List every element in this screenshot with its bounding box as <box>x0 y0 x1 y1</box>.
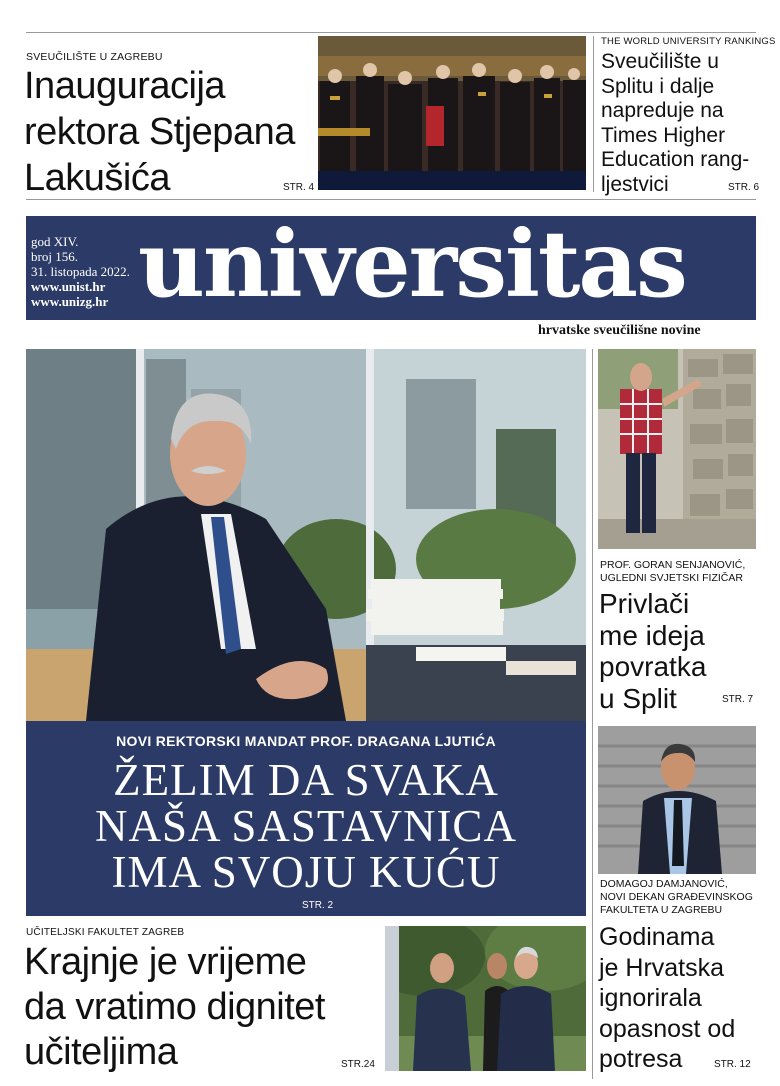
masthead-banner <box>26 210 756 320</box>
headline-line: povratka <box>599 651 707 682</box>
headline-line: opasnost od <box>599 1014 736 1043</box>
caption-line: PROF. GORAN SENJANOVIĆ, <box>600 559 746 571</box>
right-column-divider <box>592 349 593 1079</box>
caption-line: DOMAGOJ DAMJANOVIĆ, <box>600 878 728 890</box>
bottom-story-kicker: UČITELJSKI FAKULTET ZAGREB <box>26 927 185 938</box>
headline-line: da vratimo dignitet <box>24 986 325 1028</box>
damjanovic-headline[interactable] <box>599 922 735 1075</box>
teachers-faculty-photo-art <box>385 926 586 1071</box>
senjanovic-headline[interactable] <box>599 588 706 714</box>
headline-line: Sveučilište u <box>601 50 719 73</box>
headline-line: me ideja <box>599 619 705 651</box>
rector-portrait-art <box>26 349 586 721</box>
senjanovic-photo-art <box>598 349 756 549</box>
headline-line: u Split <box>599 682 677 714</box>
headline-line: napreduje na <box>601 99 724 122</box>
lead-kicker: NOVI REKTORSKI MANDAT PROF. DRAGANA LJUTIĆA <box>116 733 496 749</box>
lead-story-banner[interactable] <box>26 721 586 916</box>
headline-line: ljestvici <box>601 172 669 196</box>
bottom-story-headline[interactable] <box>24 940 325 1075</box>
inauguration-photo-art <box>318 36 586 190</box>
top-bottom-rule <box>26 199 756 200</box>
headline-line: Splitu i dalje <box>601 74 715 98</box>
headline-line: Krajnje je vrijeme <box>24 941 307 983</box>
headline-line: Lakušića <box>24 157 170 199</box>
masthead-title: universitas <box>138 210 686 318</box>
top-right-headline[interactable] <box>601 50 749 197</box>
caption-line: FAKULTETA U ZAGREBU <box>600 904 723 916</box>
headline-line: NAŠA SASTAVNICA <box>95 801 517 851</box>
damjanovic-caption <box>600 878 753 917</box>
bottom-story-page-ref: STR.24 <box>341 1059 375 1070</box>
senjanovic-photo <box>598 349 756 549</box>
headline-line: je Hrvatska <box>599 953 725 982</box>
website-link[interactable]: www.unist.hr <box>31 279 106 294</box>
headline-line: Times Higher <box>601 123 726 147</box>
headline-line: učiteljima <box>24 1031 178 1073</box>
damjanovic-photo <box>598 726 756 874</box>
top-left-page-ref: STR. 4 <box>283 182 315 193</box>
headline-line: Godinama <box>599 923 715 951</box>
top-left-headline[interactable] <box>24 63 295 201</box>
headline-line: ŽELIM DA SVAKA <box>113 755 499 805</box>
inauguration-photo <box>318 36 586 190</box>
headline-line: rektora Stjepana <box>24 111 295 153</box>
masthead-tagline: hrvatske sveučilišne novine <box>538 323 701 338</box>
headline-line: ignorirala <box>599 984 702 1012</box>
senjanovic-page-ref: STR. 7 <box>722 694 754 705</box>
rector-portrait-photo <box>26 349 586 721</box>
caption-line: UGLEDNI SVJETSKI FIZIČAR <box>600 572 743 584</box>
damjanovic-photo-art <box>598 726 756 874</box>
top-right-page-ref: STR. 6 <box>728 182 760 193</box>
lead-headline <box>26 757 586 895</box>
top-left-kicker: SVEUČILIŠTE U ZAGREBU <box>26 51 163 63</box>
issue-volume: god XIV. <box>31 234 79 249</box>
top-column-divider <box>593 36 594 192</box>
issue-date: 31. listopada 2022. <box>31 264 130 279</box>
headline-line: potresa <box>599 1045 683 1073</box>
top-right-kicker: THE WORLD UNIVERSITY RANKINGS <box>601 36 776 47</box>
lead-page-ref: STR. 2 <box>302 900 334 911</box>
teachers-faculty-photo <box>385 926 586 1071</box>
website-link[interactable]: www.unizg.hr <box>31 294 109 309</box>
caption-line: NOVI DEKAN GRAĐEVINSKOG <box>600 891 753 903</box>
headline-line: Inauguracija <box>24 65 226 107</box>
senjanovic-caption <box>600 559 745 585</box>
damjanovic-page-ref: STR. 12 <box>714 1059 751 1070</box>
headline-line: IMA SVOJU KUĆU <box>111 847 501 897</box>
issue-info <box>31 234 130 309</box>
headline-line: Education rang- <box>601 148 750 171</box>
headline-line: Privlači <box>599 588 690 619</box>
issue-number: broj 156. <box>31 249 78 264</box>
top-rule <box>26 32 756 33</box>
